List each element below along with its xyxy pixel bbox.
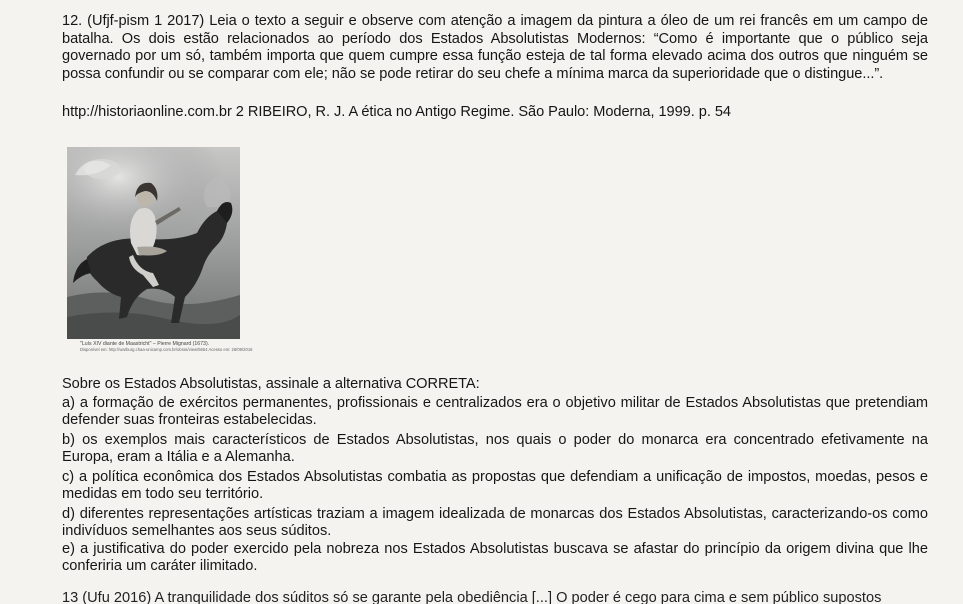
option-c[interactable]: c) a política econômica dos Estados Absolutistas combatia as propostas que defendiam a unificação de impostos, moedas, pesos e medidas em todo seu território. — [62, 469, 928, 502]
option-d[interactable]: d) diferentes representações artísticas traziam a imagem idealizada de monarcas dos Estados Absolutistas, caracterizando-os como indivíduos semelhantes aos seus súditos. — [62, 506, 928, 539]
option-b[interactable]: b) os exemplos mais característicos de Estados Absolutistas, nos quais o poder do monarca era concentrado efetivamente na Europa, eram a Itália e a Alemanha. — [62, 432, 928, 465]
next-question-fragment: 13 (Ufu 2016) A tranquilidade dos súditos só se garante pela obediência [...] O poder é cego para cima e sem público supostos — [62, 590, 882, 604]
question-prompt: Sobre os Estados Absolutistas, assinale a alternativa CORRETA: — [62, 376, 480, 392]
option-e[interactable]: e) a justificativa do poder exercido pela nobreza nos Estados Absolutistas buscava se afastar do princípio da origem divina que lhe conferiria um caráter ilimitado. — [62, 541, 928, 574]
option-a[interactable]: a) a formação de exércitos permanentes, profissionais e centralizados era o objetivo militar de Estados Absolutistas que pretendiam defender suas fronteiras estabelecidas. — [62, 395, 928, 428]
image-caption — [80, 341, 265, 354]
image-caption-source: Disponível em: http://warburg.chaa-unicamp.com.br/obras/view/6654 Acesso em: 26/09/2016 — [80, 347, 253, 353]
image-caption-title: "Luís XIV diante de Maastricht" – Pierre Mignard (1673). — [80, 341, 210, 347]
question-header-text: 12. (Ufjf-pism 1 2017) Leia o texto a seguir e observe com atenção a imagem da pintura a óleo de um rei francês em um campo de batalha. Os dois estão relacionados ao período dos Estados Absolutistas Modernos: “Como é importante que o público seja governado por um só, também importa que quem cumpre essa função esteja de tal forma elevado acima dos outros que ninguém se possa confundir ou se comparar com ele; não se pode retirar do seu chefe a mínima marca da superioridade que o distingue...”. — [62, 13, 928, 82]
painting-louis-xiv-image — [67, 147, 240, 339]
source-citation: http://historiaonline.com.br 2 RIBEIRO, R. J. A ética no Antigo Regime. São Paulo: Moderna, 1999. p. 54 — [62, 104, 731, 120]
